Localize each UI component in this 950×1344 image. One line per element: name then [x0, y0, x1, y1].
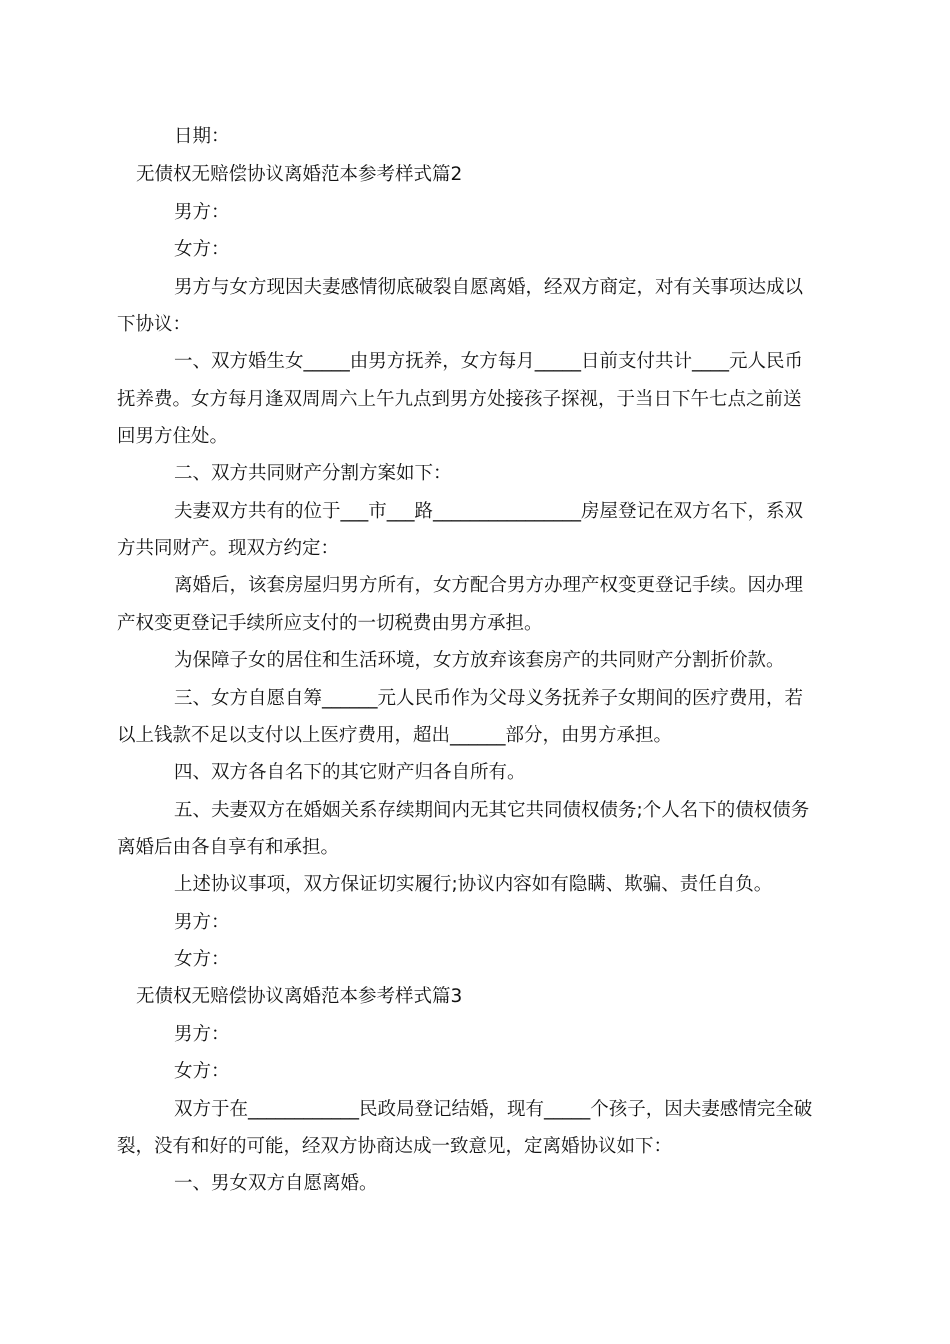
- paragraph-line: 三、女方自愿自筹______元人民币作为父母义务抚养子女期间的医疗费用，若: [174, 688, 804, 709]
- husband-label: 男方：: [174, 1024, 230, 1045]
- paragraph-line: 裂，没有和好的可能，经双方协商达成一致意见，定离婚协议如下：: [117, 1136, 673, 1157]
- section-title-2: 无债权无赔偿协议离婚范本参考样式篇2: [136, 164, 463, 185]
- wife-label: 女方：: [174, 949, 230, 970]
- paragraph-line: 夫妻双方共有的位于___市___路________________房屋登记在双方名下，系双: [174, 501, 804, 522]
- paragraph-line: 离婚后由各自享有和承担。: [117, 837, 340, 858]
- paragraph-line: 男方与女方现因夫妻感情彻底破裂自愿离婚，经双方商定，对有关事项达成以: [174, 277, 804, 298]
- wife-label: 女方：: [174, 239, 230, 260]
- paragraph-line: 回男方住处。: [117, 426, 229, 447]
- paragraph-line: 离婚后，该套房屋归男方所有，女方配合男方办理产权变更登记手续。因办理: [174, 575, 804, 596]
- paragraph-line: 以上钱款不足以支付以上医疗费用，超出______部分，由男方承担。: [117, 725, 673, 746]
- paragraph-line: 一、男女双方自愿离婚。: [174, 1173, 378, 1194]
- wife-label: 女方：: [174, 1061, 230, 1082]
- date-line: 日期：: [174, 126, 230, 147]
- paragraph-line: 二、双方共同财产分割方案如下：: [174, 463, 452, 484]
- paragraph-line: 四、双方各自名下的其它财产归各自所有。: [174, 762, 526, 783]
- paragraph-line: 下协议：: [117, 314, 192, 335]
- section-title-3: 无债权无赔偿协议离婚范本参考样式篇3: [136, 986, 463, 1007]
- paragraph-line: 一、双方婚生女_____由男方抚养，女方每月_____日前支付共计____元人民币: [174, 351, 804, 372]
- paragraph-line: 双方于在____________民政局登记结婚，现有_____个孩子，因夫妻感情完全破: [174, 1099, 813, 1120]
- paragraph-line: 方共同财产。现双方约定：: [117, 538, 340, 559]
- paragraph-line: 上述协议事项，双方保证切实履行;协议内容如有隐瞒、欺骗、责任自负。: [174, 874, 773, 895]
- husband-label: 男方：: [174, 912, 230, 933]
- paragraph-line: 抚养费。女方每月逢双周周六上午九点到男方处接孩子探视，于当日下午七点之前送: [117, 389, 802, 410]
- paragraph-line: 五、夫妻双方在婚姻关系存续期间内无其它共同债权债务;个人名下的债权债务: [174, 800, 810, 821]
- husband-label: 男方：: [174, 202, 230, 223]
- paragraph-line: 产权变更登记手续所应支付的一切税费由男方承担。: [117, 613, 543, 634]
- paragraph-line: 为保障子女的居住和生活环境，女方放弃该套房产的共同财产分割折价款。: [174, 650, 785, 671]
